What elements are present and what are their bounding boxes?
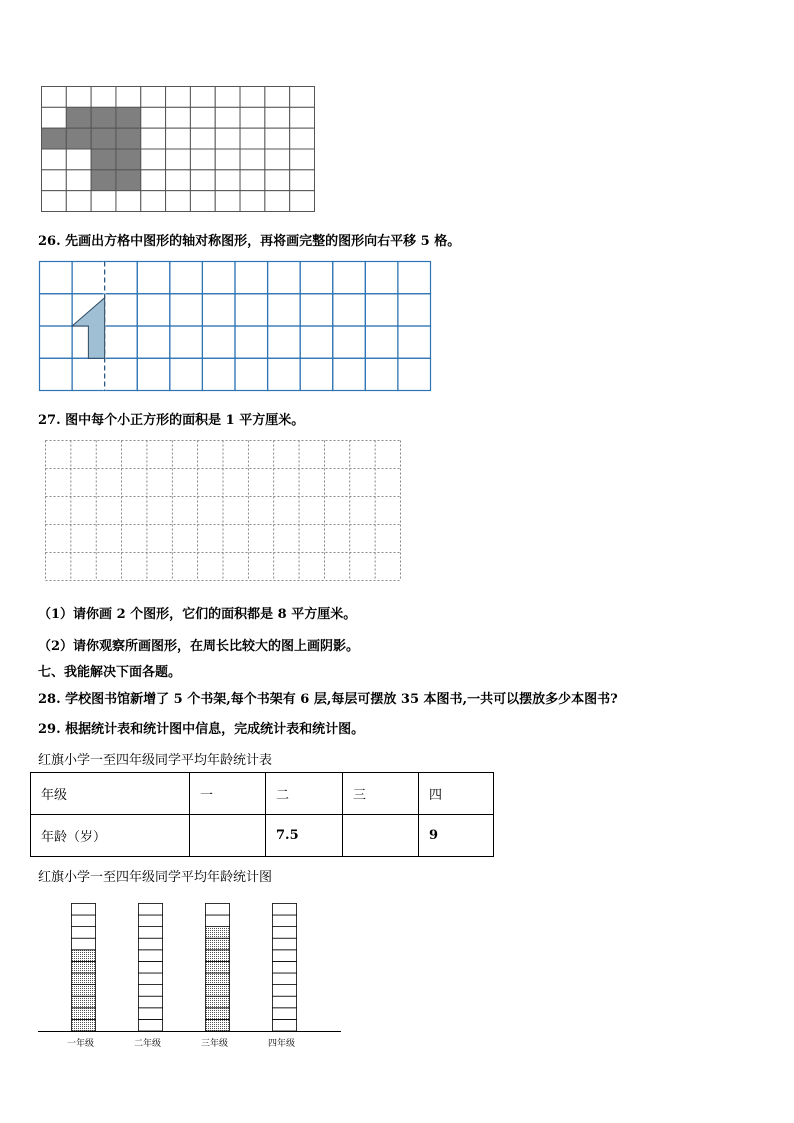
grid-cell	[398, 294, 431, 326]
bar-filled-cell	[72, 950, 96, 962]
grid-cell	[235, 294, 268, 326]
bar-empty-cell	[273, 961, 297, 973]
question-29-text: 根据统计表和统计图中信息，完成统计表和统计图。	[65, 722, 365, 737]
table-row	[31, 815, 494, 857]
bar-column	[72, 903, 96, 1031]
question-26	[38, 230, 460, 249]
bar-filled-cell	[206, 996, 230, 1008]
table-header-cell: 三	[343, 773, 419, 815]
grid-cell	[268, 262, 301, 294]
grid-cell	[141, 191, 166, 212]
table-header-row	[31, 773, 494, 815]
bar-filled-cell	[206, 985, 230, 997]
bar-empty-cell	[206, 903, 230, 915]
grid-cell	[215, 149, 240, 170]
chart-title: 红旗小学一至四年级同学平均年龄统计图	[38, 870, 273, 885]
grid-cell	[116, 191, 141, 212]
question-27-text: 图中每个小正方形的面积是 1 平方厘米。	[65, 413, 305, 428]
grid-cell	[215, 191, 240, 212]
grid-cell	[91, 87, 116, 108]
bar-empty-cell	[273, 1008, 297, 1020]
grid-cell	[190, 191, 215, 212]
grid-cell	[72, 358, 105, 390]
grid-cell	[265, 107, 290, 128]
grid-cell	[66, 191, 91, 212]
bar-empty-cell	[273, 996, 297, 1008]
shape-grid-1	[41, 86, 315, 212]
grid-cell	[170, 358, 203, 390]
grid-cell	[265, 87, 290, 108]
grid-cell	[166, 170, 191, 191]
grid-cell	[215, 107, 240, 128]
grid-cell	[141, 107, 166, 128]
bar-filled-cell	[206, 950, 230, 962]
grid-cell	[365, 294, 398, 326]
bar-filled-cell	[206, 1019, 230, 1031]
grid-cell	[166, 107, 191, 128]
grid-cell	[235, 326, 268, 358]
grid-cell	[235, 262, 268, 294]
bar-filled-cell	[206, 938, 230, 950]
grid-cell	[190, 149, 215, 170]
x-tick-label: 四年级	[268, 1039, 296, 1049]
grid-cell	[190, 107, 215, 128]
grid-cell	[170, 294, 203, 326]
bar-empty-cell	[139, 938, 163, 950]
bar-empty-cell	[139, 950, 163, 962]
grid-cell	[268, 358, 301, 390]
bar-column	[273, 903, 297, 1031]
table-header-cell: 二	[266, 773, 343, 815]
grid-cell	[333, 294, 366, 326]
table-cell: 9	[419, 815, 494, 857]
grid-cell	[235, 358, 268, 390]
grid-cell	[66, 87, 91, 108]
grid-cell	[105, 326, 138, 358]
grid-cell	[240, 191, 265, 212]
question-27	[38, 409, 304, 428]
question-27-number: 27.	[38, 413, 61, 428]
grid-cell	[166, 149, 191, 170]
bar-filled-cell	[72, 973, 96, 985]
grid-cell	[240, 128, 265, 149]
bar-empty-cell	[139, 915, 163, 927]
bar-empty-cell	[72, 938, 96, 950]
grid-cell	[240, 107, 265, 128]
grid-cell	[240, 149, 265, 170]
grid-filled-cell	[116, 149, 141, 170]
grid-cell	[105, 294, 138, 326]
grid-cell	[42, 149, 67, 170]
grid-cell	[300, 326, 333, 358]
grid-filled-cell	[66, 107, 91, 128]
grid-filled-cell	[42, 128, 67, 149]
grid-cell	[290, 87, 315, 108]
grid-cell	[202, 262, 235, 294]
age-bar-chart	[38, 896, 342, 1034]
grid-cell	[300, 294, 333, 326]
bar-empty-cell	[273, 1019, 297, 1031]
bar-empty-cell	[139, 985, 163, 997]
grid-cell	[365, 326, 398, 358]
symmetry-grid	[39, 261, 431, 391]
table-header-cell: 一	[190, 773, 266, 815]
bar-empty-cell	[72, 915, 96, 927]
table-header-cell: 四	[419, 773, 494, 815]
grid-filled-cell	[116, 128, 141, 149]
table-cell: 年龄（岁）	[31, 815, 190, 857]
grid-filled-cell	[91, 128, 116, 149]
x-tick-label: 一年级	[67, 1039, 95, 1049]
question-27-part-1: （1）请你画 2 个图形，它们的面积都是 8 平方厘米。	[38, 607, 357, 622]
grid-cell	[398, 326, 431, 358]
bar-filled-cell	[72, 1008, 96, 1020]
grid-cell	[290, 191, 315, 212]
bar-empty-cell	[273, 950, 297, 962]
grid-cell	[166, 191, 191, 212]
grid-cell	[333, 262, 366, 294]
grid-cell	[290, 107, 315, 128]
section-7-heading: 七、我能解决下面各题。	[38, 665, 182, 680]
bar-empty-cell	[72, 903, 96, 915]
bar-empty-cell	[72, 927, 96, 939]
question-26-number: 26.	[38, 234, 61, 249]
grid-cell	[215, 128, 240, 149]
bar-empty-cell	[273, 973, 297, 985]
grid-cell	[265, 170, 290, 191]
table-title: 红旗小学一至四年级同学平均年龄统计表	[38, 753, 273, 768]
bar-filled-cell	[206, 961, 230, 973]
grid-cell	[333, 326, 366, 358]
age-statistics-table	[30, 772, 494, 857]
grid-cell	[268, 326, 301, 358]
grid-cell	[170, 326, 203, 358]
x-tick-label: 二年级	[134, 1039, 162, 1049]
table-cell	[343, 815, 419, 857]
bar-empty-cell	[139, 996, 163, 1008]
bar-empty-cell	[206, 915, 230, 927]
grid-cell	[141, 149, 166, 170]
grid-cell	[170, 262, 203, 294]
grid-cell	[40, 358, 73, 390]
question-28	[38, 688, 618, 707]
grid-cell	[105, 262, 138, 294]
grid-cell	[116, 87, 141, 108]
bar-empty-cell	[273, 903, 297, 915]
grid-cell	[91, 191, 116, 212]
grid-cell	[105, 358, 138, 390]
bar-empty-cell	[273, 985, 297, 997]
bar-filled-cell	[206, 973, 230, 985]
grid-cell	[365, 358, 398, 390]
grid-cell	[333, 358, 366, 390]
bar-empty-cell	[139, 961, 163, 973]
grid-filled-cell	[91, 170, 116, 191]
grid-cell	[268, 294, 301, 326]
question-29	[38, 718, 364, 737]
bar-column	[206, 903, 230, 1031]
bar-filled-cell	[72, 985, 96, 997]
question-28-number: 28.	[38, 692, 61, 707]
grid-cell	[290, 170, 315, 191]
dotted-area-grid	[45, 440, 401, 581]
grid-cell	[398, 358, 431, 390]
grid-cell	[190, 87, 215, 108]
bar-empty-cell	[139, 903, 163, 915]
bar-empty-cell	[273, 938, 297, 950]
grid-cell	[265, 149, 290, 170]
grid-cell	[141, 87, 166, 108]
grid-cell	[137, 262, 170, 294]
grid-cell	[202, 326, 235, 358]
grid-cell	[40, 262, 73, 294]
grid-filled-cell	[116, 170, 141, 191]
grid-cell	[215, 87, 240, 108]
bar-empty-cell	[139, 927, 163, 939]
grid-cell	[300, 262, 333, 294]
grid-cell	[190, 128, 215, 149]
grid-cell	[202, 294, 235, 326]
grid-cell	[202, 358, 235, 390]
grid-cell	[265, 191, 290, 212]
grid-cell	[166, 128, 191, 149]
grid-cell	[265, 128, 290, 149]
bar-empty-cell	[139, 1008, 163, 1020]
grid-cell	[42, 87, 67, 108]
question-27-part-2: （2）请你观察所画图形，在周长比较大的图上画阴影。	[38, 639, 360, 654]
question-28-text: 学校图书馆新增了 5 个书架,每个书架有 6 层,每层可摆放 35 本图书,一共可以摆放多少本图书?	[65, 692, 618, 707]
grid-cell	[42, 191, 67, 212]
question-26-text: 先画出方格中图形的轴对称图形，再将画完整的图形向右平移 5 格。	[65, 234, 461, 249]
grid-cell	[240, 170, 265, 191]
table-cell: 7.5	[266, 815, 343, 857]
grid-cell	[42, 107, 67, 128]
bar-column	[139, 903, 163, 1031]
grid-cell	[166, 87, 191, 108]
grid-cell	[72, 262, 105, 294]
grid-cell	[398, 262, 431, 294]
grid-filled-cell	[116, 107, 141, 128]
x-tick-label: 三年级	[201, 1039, 229, 1049]
grid-cell	[215, 170, 240, 191]
grid-cell	[66, 170, 91, 191]
table-header-cell: 年级	[31, 773, 190, 815]
table-cell	[190, 815, 266, 857]
grid-filled-cell	[66, 128, 91, 149]
bar-filled-cell	[206, 927, 230, 939]
half-shape	[72, 298, 105, 359]
grid-cell	[240, 87, 265, 108]
bar-empty-cell	[139, 973, 163, 985]
grid-cell	[137, 326, 170, 358]
bar-filled-cell	[206, 1008, 230, 1020]
grid-cell	[66, 149, 91, 170]
grid-filled-cell	[91, 107, 116, 128]
grid-cell	[42, 170, 67, 191]
bar-empty-cell	[139, 1019, 163, 1031]
grid-cell	[365, 262, 398, 294]
grid-cell	[137, 294, 170, 326]
grid-cell	[290, 128, 315, 149]
grid-cell	[40, 326, 73, 358]
bar-filled-cell	[72, 996, 96, 1008]
grid-cell	[300, 358, 333, 390]
grid-cell	[40, 294, 73, 326]
bar-empty-cell	[273, 927, 297, 939]
grid-cell	[141, 170, 166, 191]
grid-cell	[190, 170, 215, 191]
question-29-number: 29.	[38, 722, 61, 737]
bar-filled-cell	[72, 961, 96, 973]
bar-empty-cell	[273, 915, 297, 927]
grid-cell	[137, 358, 170, 390]
bar-filled-cell	[72, 1019, 96, 1031]
grid-cell	[290, 149, 315, 170]
grid-filled-cell	[91, 149, 116, 170]
grid-cell	[141, 128, 166, 149]
